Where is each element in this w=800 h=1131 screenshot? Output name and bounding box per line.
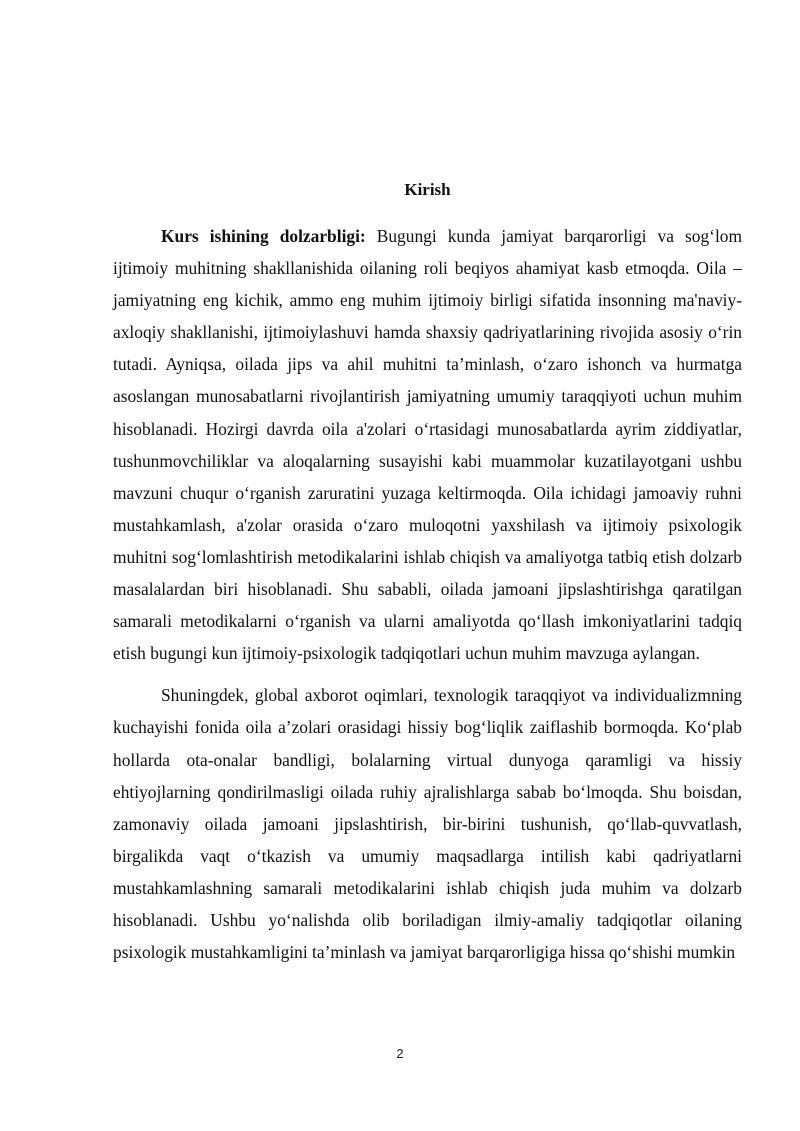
paragraph-text: Bugungi kunda jamiyat barqarorligi va sog‘lom ijtimoiy muhitning shakllanishida oilaning roli beqiyos ahamiyat kasb etmoqda. Oila – jamiyatning eng kichik, ammo eng muhim ijtimoiy birligi sifatida insonning ma'naviy-axloqiy shakllanishi, ijtimoiylashuvi hamda shaxsiy qadriyatlarining rivojida asosiy o‘rin tutadi. Ayniqsa, oilada jips va ahil muhitni ta’minlash, o‘zaro ishonch va hurmatga asoslangan munosabatlarni rivojlantirish jamiyatning umumiy taraqqiyoti uchun muhim hisoblanadi. Hozirgi davrda oila a'zolari o‘rtasidagi munosabatlarda ayrim ziddiyatlar, tushunmovchiliklar va aloqalarning susayishi kabi muammolar kuzatilayotgani ushbu mavzuni chuqur o‘rganish zaruratini yuzaga keltirmoqda. Oila ichidagi jamoaviy ruhni mustahkamlash, a'zolar orasida o‘zaro muloqotni yaxshilash va ijtimoiy psixologik muhitni sog‘lomlashtirish metodikalarini ishlab chiqish va amaliyotga tatbiq etish dolzarb masalalardan biri hisoblanadi. Shu sababli, oilada jamoani jipslashtirishga qaratilgan samarali metodikalarni o‘rganish va ularni amaliyotda qo‘llash imkoniyatlarini tadqiq etish bugungi kun ijtimoiy-psixologik tadqiqotlari uchun muhim mavzuga aylangan.	[113, 226, 742, 664]
paragraph-second	[113, 679, 742, 968]
section-heading: Kirish	[404, 180, 451, 199]
page-content	[113, 176, 742, 968]
paragraph-lead: Kurs ishining dolzarbligi:	[161, 226, 366, 246]
paragraph-relevance	[113, 220, 742, 669]
paragraph-text: Shuningdek, global axborot oqimlari, texnologik taraqqiyot va individualizmning kuchayishi fonida oila a’zolari orasidagi hissiy bog‘liqlik zaiflashib bormoqda. Ko‘plab hollarda ota-onalar bandligi, bolalarning virtual dunyoga qaramligi va hissiy ehtiyojlarning qondirilmasligi oilada ruhiy ajralishlarga sabab bo‘lmoqda. Shu boisdan, zamonaviy oilada jamoani jipslashtirish, bir-birini tushunish, qo‘llab-quvvatlash, birgalikda vaqt o‘tkazish va umumiy maqsadlarga intilish kabi qadriyatlarni mustahkamlashning samarali metodikalarini ishlab chiqish juda muhim va dolzarb hisoblanadi. Ushbu yo‘nalishda olib boriladigan ilmiy-amaliy tadqiqotlar oilaning psixologik mustahkamligini ta’minlash va jamiyat barqarorligiga hissa qo‘shishi mumkin	[113, 685, 742, 963]
page-number: 2	[396, 1046, 404, 1061]
